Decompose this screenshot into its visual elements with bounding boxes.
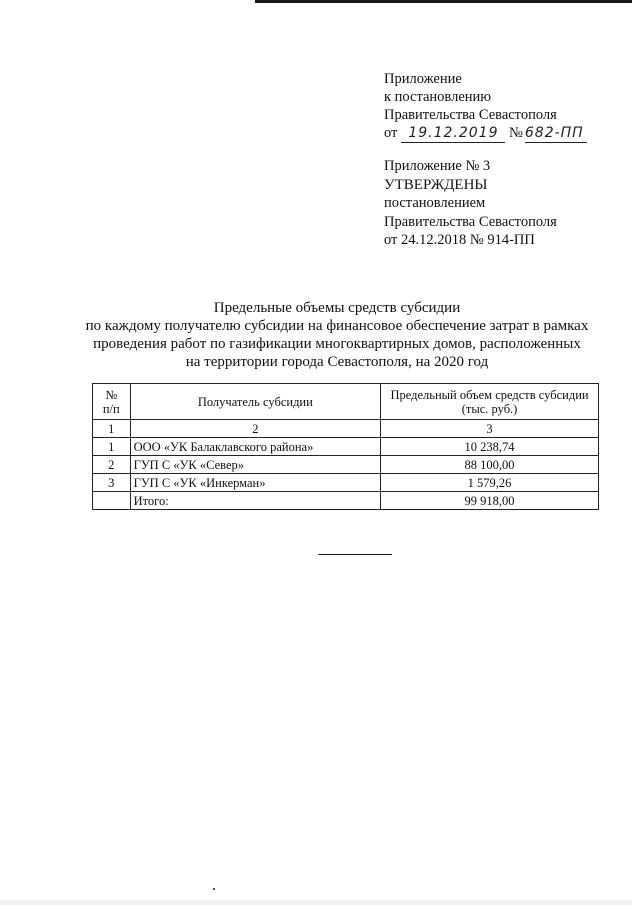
scan-top-edge	[255, 0, 632, 3]
row-num: 3	[93, 474, 131, 492]
decree-date-handwritten: 19.12.2019	[401, 124, 505, 143]
header-amount-line-1: Предельный объем средств субсидии	[390, 387, 589, 402]
number-prefix: №	[509, 125, 523, 141]
column-index-row	[93, 420, 599, 438]
title-line-3: проведения работ по газификации многоквартирных домов, расположенных	[93, 336, 581, 352]
appendix-line-2: к постановлению	[384, 89, 492, 105]
row-recipient: ГУП С «УК «Север»	[130, 456, 380, 474]
header-num-line-1: №	[105, 387, 118, 402]
row-num: 1	[93, 438, 131, 456]
approved-line-4: Правительства Севастополя	[384, 213, 557, 230]
table-header-row	[93, 384, 599, 420]
header-num	[93, 384, 131, 420]
appendix-line-1: Приложение	[384, 71, 462, 87]
row-amount: 88 100,00	[381, 456, 599, 474]
document-title	[60, 299, 614, 371]
table-row	[93, 438, 599, 456]
scan-speck	[213, 888, 215, 890]
row-num: 2	[93, 456, 131, 474]
row-recipient: ООО «УК Балаклавского района»	[130, 438, 380, 456]
approved-line-5: от 24.12.2018 № 914-ПП	[384, 232, 535, 248]
approved-line-3: постановлением	[384, 195, 486, 211]
title-line-4: на территории города Севастополя, на 2020 год	[185, 354, 489, 370]
approved-line-2: УТВЕРЖДЕНЫ	[384, 176, 488, 193]
header-num-line-2: п/п	[102, 401, 120, 416]
row-amount: 1 579,26	[381, 474, 599, 492]
date-prefix: от	[384, 125, 398, 141]
appendix-line-3: Правительства Севастополя	[384, 107, 557, 123]
header-recipient: Получатель субсидии	[130, 384, 380, 420]
row-recipient: ГУП С «УК «Инкерман»	[130, 474, 380, 492]
row-amount: 10 238,74	[381, 438, 599, 456]
total-row	[93, 492, 599, 510]
total-num	[93, 492, 131, 510]
approved-line-1: Приложение № 3	[384, 158, 491, 174]
table-row	[93, 456, 599, 474]
scan-bottom-edge	[0, 900, 632, 905]
subsidy-table	[92, 383, 599, 510]
decree-number-handwritten: 682-ПП	[525, 124, 587, 143]
title-line-1: Предельные объемы средств субсидии	[213, 300, 461, 316]
total-amount: 99 918,00	[381, 492, 599, 510]
appendix-header	[384, 70, 587, 144]
header-amount-line-2: (тыс. руб.)	[461, 401, 518, 416]
index-cell: 3	[381, 420, 599, 438]
index-cell: 2	[130, 420, 380, 438]
table-row	[93, 474, 599, 492]
header-amount	[381, 384, 599, 420]
index-cell: 1	[93, 420, 131, 438]
title-line-2: по каждому получателю субсидии на финансовое обеспечение затрат в рамках	[85, 318, 589, 334]
closing-rule	[318, 554, 392, 555]
approved-header	[384, 157, 557, 250]
total-label: Итого:	[130, 492, 380, 510]
decree-reference	[384, 124, 587, 144]
